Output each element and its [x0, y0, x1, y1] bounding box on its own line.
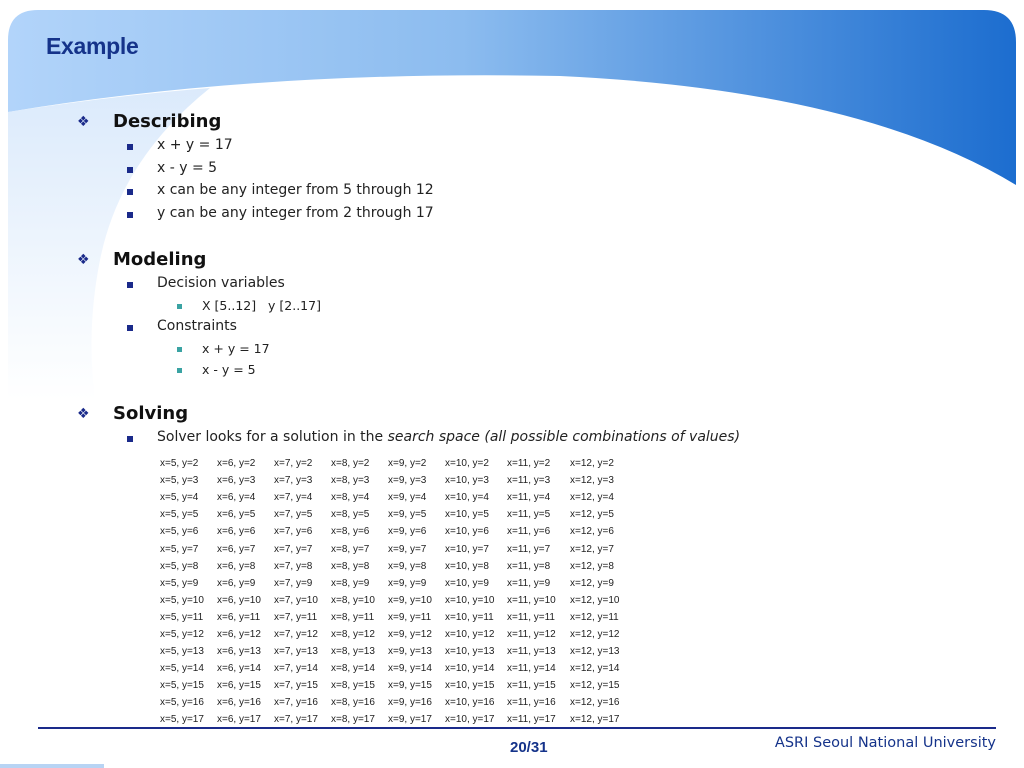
- table-cell: x=10, y=10: [445, 594, 495, 606]
- table-cell: x=9, y=16: [388, 697, 432, 709]
- table-cell: x=10, y=2: [445, 458, 489, 470]
- list-item: y can be any integer from 2 through 17: [157, 205, 434, 221]
- table-cell: x=8, y=10: [331, 594, 375, 606]
- table-cell: x=8, y=5: [331, 509, 370, 521]
- table-row: [160, 455, 632, 472]
- table-cell: x=6, y=13: [217, 646, 261, 658]
- table-cell: x=11, y=10: [507, 594, 556, 606]
- table-cell: x=10, y=17: [445, 714, 495, 726]
- table-cell: x=5, y=14: [160, 663, 204, 675]
- table-cell: x=7, y=17: [274, 714, 318, 726]
- table-cell: x=11, y=17: [507, 714, 556, 726]
- footer-divider: [38, 727, 996, 729]
- table-cell: x=10, y=15: [445, 680, 495, 692]
- table-cell: x=8, y=4: [331, 492, 370, 504]
- square-bullet-icon: [127, 212, 133, 218]
- table-cell: x=10, y=7: [445, 543, 489, 555]
- table-cell: x=10, y=6: [445, 526, 489, 538]
- table-cell: x=5, y=16: [160, 697, 204, 709]
- table-cell: x=12, y=7: [570, 543, 614, 555]
- table-cell: x=6, y=7: [217, 543, 256, 555]
- table-cell: x=9, y=7: [388, 543, 427, 555]
- table-cell: x=9, y=17: [388, 714, 432, 726]
- solving-text: Solver looks for a solution in the: [157, 429, 388, 445]
- table-cell: x=11, y=8: [507, 560, 551, 572]
- table-cell: x=8, y=8: [331, 560, 370, 572]
- table-cell: x=7, y=12: [274, 628, 318, 640]
- table-cell: x=12, y=16: [570, 697, 620, 709]
- table-cell: x=10, y=12: [445, 628, 495, 640]
- table-cell: x=5, y=9: [160, 577, 199, 589]
- table-row: [160, 626, 632, 643]
- table-cell: x=11, y=11: [507, 611, 555, 623]
- square-sub-bullet-icon: [177, 368, 182, 373]
- list-item: Decision variables: [157, 275, 285, 291]
- table-cell: x=9, y=15: [388, 680, 432, 692]
- table-cell: x=6, y=14: [217, 663, 261, 675]
- square-bullet-icon: [127, 189, 133, 195]
- solving-emphasis: search space (all possible combinations of values): [387, 429, 741, 445]
- table-cell: x=12, y=4: [570, 492, 614, 504]
- table-cell: x=5, y=5: [160, 509, 199, 521]
- table-cell: x=8, y=15: [331, 680, 375, 692]
- table-cell: x=8, y=7: [331, 543, 370, 555]
- table-cell: x=5, y=10: [160, 594, 204, 606]
- table-cell: x=7, y=10: [274, 594, 318, 606]
- table-row: [160, 643, 632, 660]
- table-row: [160, 694, 632, 711]
- table-row: [160, 592, 632, 609]
- table-cell: x=12, y=15: [570, 680, 620, 692]
- table-cell: x=10, y=5: [445, 509, 489, 521]
- corner-accent: [0, 764, 104, 768]
- section-heading-solving: Solving: [113, 403, 189, 424]
- table-row: [160, 523, 632, 540]
- table-row: [160, 677, 632, 694]
- table-cell: x=7, y=16: [274, 697, 318, 709]
- search-space-table: [160, 455, 632, 729]
- list-item: Constraints: [157, 318, 237, 334]
- table-cell: x=7, y=3: [274, 475, 313, 487]
- table-cell: x=6, y=8: [217, 560, 256, 572]
- section-heading-describing: Describing: [113, 111, 222, 132]
- table-cell: x=7, y=5: [274, 509, 313, 521]
- table-row: [160, 489, 632, 506]
- square-bullet-icon: [127, 144, 133, 150]
- table-cell: x=12, y=5: [570, 509, 614, 521]
- table-cell: x=12, y=8: [570, 560, 614, 572]
- table-cell: x=11, y=14: [507, 663, 556, 675]
- table-cell: x=9, y=5: [388, 509, 427, 521]
- table-cell: x=11, y=2: [507, 458, 551, 470]
- table-cell: x=12, y=10: [570, 594, 620, 606]
- table-cell: x=6, y=4: [217, 492, 256, 504]
- list-subitem: X [5..12] y [2..17]: [202, 298, 321, 313]
- table-cell: x=8, y=13: [331, 646, 375, 658]
- square-bullet-icon: [127, 282, 133, 288]
- table-cell: x=7, y=9: [274, 577, 313, 589]
- table-cell: x=10, y=8: [445, 560, 489, 572]
- slide-title: Example: [46, 33, 139, 59]
- list-item: x can be any integer from 5 through 12: [157, 182, 434, 198]
- table-cell: x=7, y=13: [274, 646, 318, 658]
- table-cell: x=6, y=2: [217, 458, 256, 470]
- table-cell: x=5, y=8: [160, 560, 199, 572]
- square-bullet-icon: [127, 167, 133, 173]
- table-cell: x=11, y=7: [507, 543, 551, 555]
- table-cell: x=10, y=4: [445, 492, 489, 504]
- table-cell: x=11, y=16: [507, 697, 556, 709]
- table-cell: x=7, y=6: [274, 526, 313, 538]
- table-cell: x=7, y=2: [274, 458, 313, 470]
- table-cell: x=9, y=11: [388, 611, 432, 623]
- table-cell: x=7, y=7: [274, 543, 313, 555]
- table-cell: x=9, y=12: [388, 628, 432, 640]
- table-cell: x=5, y=15: [160, 680, 204, 692]
- table-cell: x=11, y=9: [507, 577, 551, 589]
- table-cell: x=11, y=15: [507, 680, 556, 692]
- footer-organization: ASRI Seoul National University: [774, 735, 996, 751]
- table-cell: x=7, y=15: [274, 680, 318, 692]
- table-cell: x=7, y=14: [274, 663, 318, 675]
- table-cell: x=9, y=6: [388, 526, 427, 538]
- table-cell: x=11, y=6: [507, 526, 551, 538]
- table-cell: x=9, y=4: [388, 492, 427, 504]
- table-row: [160, 472, 632, 489]
- table-cell: x=12, y=14: [570, 663, 620, 675]
- table-cell: x=7, y=8: [274, 560, 313, 572]
- table-cell: x=11, y=13: [507, 646, 556, 658]
- table-cell: x=8, y=16: [331, 697, 375, 709]
- table-cell: x=11, y=3: [507, 475, 551, 487]
- table-cell: x=6, y=9: [217, 577, 256, 589]
- table-cell: x=6, y=17: [217, 714, 261, 726]
- square-bullet-icon: [127, 325, 133, 331]
- table-cell: x=11, y=4: [507, 492, 551, 504]
- table-cell: x=5, y=12: [160, 628, 204, 640]
- table-cell: x=6, y=15: [217, 680, 261, 692]
- table-row: [160, 575, 632, 592]
- list-subitem: x + y = 17: [202, 341, 270, 356]
- table-cell: x=6, y=10: [217, 594, 261, 606]
- square-bullet-icon: [127, 436, 133, 442]
- table-cell: x=12, y=2: [570, 458, 614, 470]
- table-cell: x=12, y=12: [570, 628, 620, 640]
- table-cell: x=8, y=17: [331, 714, 375, 726]
- table-row: [160, 558, 632, 575]
- table-cell: x=8, y=14: [331, 663, 375, 675]
- table-cell: x=12, y=11: [570, 611, 619, 623]
- section-heading-modeling: Modeling: [113, 249, 207, 270]
- table-cell: x=6, y=5: [217, 509, 256, 521]
- table-cell: x=9, y=8: [388, 560, 427, 572]
- table-cell: x=10, y=16: [445, 697, 495, 709]
- table-cell: x=8, y=11: [331, 611, 375, 623]
- table-cell: x=9, y=13: [388, 646, 432, 658]
- table-cell: x=8, y=2: [331, 458, 370, 470]
- table-cell: x=5, y=4: [160, 492, 199, 504]
- list-subitem: x - y = 5: [202, 362, 256, 377]
- table-cell: x=6, y=6: [217, 526, 256, 538]
- table-cell: x=7, y=4: [274, 492, 313, 504]
- square-sub-bullet-icon: [177, 304, 182, 309]
- table-row: [160, 609, 632, 626]
- table-cell: x=8, y=9: [331, 577, 370, 589]
- table-cell: x=5, y=3: [160, 475, 199, 487]
- table-cell: x=11, y=5: [507, 509, 551, 521]
- table-cell: x=5, y=6: [160, 526, 199, 538]
- list-item: x - y = 5: [157, 160, 218, 176]
- page-number: 20/31: [510, 739, 548, 756]
- diamond-bullet-icon: ❖: [77, 252, 90, 268]
- table-cell: x=7, y=11: [274, 611, 318, 623]
- table-cell: x=8, y=6: [331, 526, 370, 538]
- list-item: x + y = 17: [157, 137, 233, 153]
- table-cell: x=12, y=17: [570, 714, 620, 726]
- table-cell: x=9, y=9: [388, 577, 427, 589]
- table-cell: x=12, y=13: [570, 646, 620, 658]
- table-cell: x=5, y=13: [160, 646, 204, 658]
- table-cell: x=6, y=11: [217, 611, 261, 623]
- list-item: [157, 429, 740, 445]
- table-cell: x=11, y=12: [507, 628, 556, 640]
- table-cell: x=9, y=10: [388, 594, 432, 606]
- table-row: [160, 660, 632, 677]
- table-cell: x=10, y=9: [445, 577, 489, 589]
- table-cell: x=8, y=3: [331, 475, 370, 487]
- table-cell: x=12, y=6: [570, 526, 614, 538]
- table-cell: x=5, y=17: [160, 714, 204, 726]
- table-cell: x=12, y=3: [570, 475, 614, 487]
- table-cell: x=10, y=13: [445, 646, 495, 658]
- table-cell: x=8, y=12: [331, 628, 375, 640]
- table-cell: x=9, y=14: [388, 663, 432, 675]
- table-cell: x=5, y=7: [160, 543, 199, 555]
- table-cell: x=6, y=12: [217, 628, 261, 640]
- table-cell: x=12, y=9: [570, 577, 614, 589]
- table-cell: x=10, y=11: [445, 611, 494, 623]
- table-cell: x=10, y=14: [445, 663, 495, 675]
- table-cell: x=6, y=16: [217, 697, 261, 709]
- diamond-bullet-icon: ❖: [77, 406, 90, 422]
- table-cell: x=5, y=2: [160, 458, 199, 470]
- table-cell: x=9, y=2: [388, 458, 427, 470]
- table-cell: x=5, y=11: [160, 611, 204, 623]
- table-cell: x=6, y=3: [217, 475, 256, 487]
- diamond-bullet-icon: ❖: [77, 114, 90, 130]
- table-row: [160, 711, 632, 728]
- table-cell: x=10, y=3: [445, 475, 489, 487]
- table-row: [160, 506, 632, 523]
- table-row: [160, 540, 632, 557]
- square-sub-bullet-icon: [177, 347, 182, 352]
- table-cell: x=9, y=3: [388, 475, 427, 487]
